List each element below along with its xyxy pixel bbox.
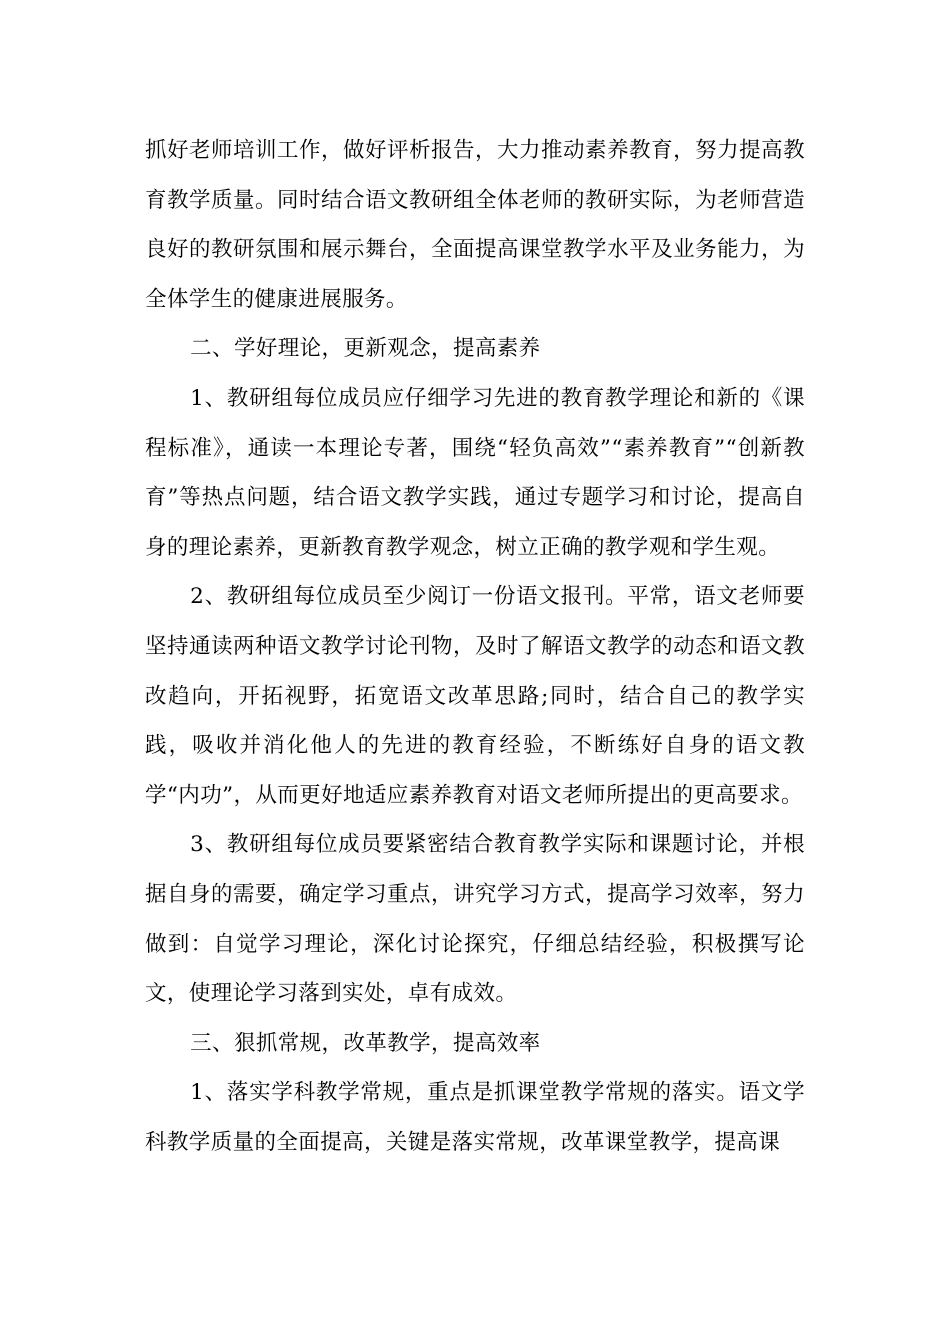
section-heading-2: 二、学好理论，更新观念，提高素养 — [190, 336, 541, 362]
paragraph-2-1: 1、教研组每位成员应仔细学习先进的教育教学理论和新的《课程标准》，通读一本理论专著，围绕“轻负高效”“素养教育”“创新教育”等热点问题，结合语文教学实践，通过专题学习和讨论，提高自身的理论素养，更新教育教学观念，树立正确的教学观和学生观。 — [145, 385, 805, 560]
paragraph-continuation: 抓好老师培训工作，做好评析报告，大力推动素养教育，努力提高教育教学质量。同时结合语文教研组全体老师的教研实际，为老师营造良好的教研氛围和展示舞台，全面提高课堂教学水平及业务能力，为全体学生的健康进展服务。 — [145, 138, 805, 312]
section-heading-3: 三、狠抓常规，改革教学，提高效率 — [190, 1030, 541, 1056]
document-body — [145, 126, 805, 1167]
paragraph-3-1: 1、落实学科教学常规，重点是抓课堂教学常规的落实。语文学科教学质量的全面提高，关键是落实常规，改革课堂教学，提高课 — [145, 1080, 805, 1155]
paragraph-2-3: 3、教研组每位成员要紧密结合教育教学实际和课题讨论，并根据自身的需要，确定学习重点，讲究学习方式，提高学习效率，努力做到：自觉学习理论，深化讨论探究，仔细总结经验，积极撰写论文，使理论学习落到实处，卓有成效。 — [145, 832, 805, 1007]
paragraph-2-2: 2、教研组每位成员至少阅订一份语文报刊。平常，语文老师要坚持通读两种语文教学讨论刊物，及时了解语文教学的动态和语文教改趋向，开拓视野，拓宽语文改革思路;同时，结合自己的教学实践，吸收并消化他人的先进的教育经验，不断练好自身的语文教学“内功”，从而更好地适应素养教育对语文老师所提出的更高要求。 — [145, 584, 805, 808]
